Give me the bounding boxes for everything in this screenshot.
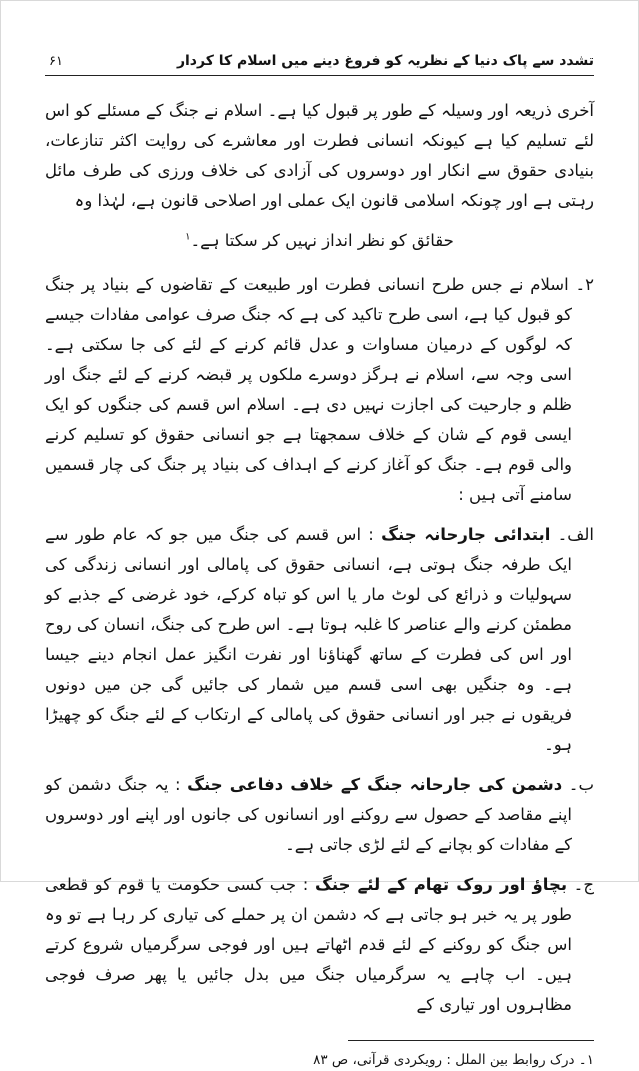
- paragraph-continuation: [45, 96, 594, 216]
- footnote-rule: [348, 1040, 594, 1041]
- paragraph-jeem-marker: ج۔: [567, 875, 594, 894]
- page-number: ۶۱: [49, 54, 63, 69]
- header-rule: [45, 75, 594, 76]
- body-text: [45, 96, 594, 1030]
- paragraph-alif: [45, 520, 594, 760]
- paragraph-alif-text: اس قسم کی جنگ میں جو کہ عام طور سے ایک طرفہ جنگ ہوتی ہے، انسانی حقوق کی پامالی اور انسانی زندگی کی سہولیات و ذرائع کی لوٹ مار یا اس کو تباہ کرکے، خود غرضی کے جذبے کو مطمئن کرنے والے عناصر کا غلبہ ہوتا ہے۔ اس طرح کی جنگ، انسان کی روح اور اس کی فطرت کے ساتھ گھناؤنا اور نفرت انگیز عمل انجام دینے جیسا ہے۔ وہ جنگیں بھی اسی قسم میں شمار کی جائیں گی جن میں دونوں فریقوں نے جبر اور انسانی حقوق کی پامالی کے ارتکاب کے لئے جنگ کو چھیڑا ہو۔: [45, 525, 572, 754]
- paragraph-be-heading: دشمن کی جارحانہ جنگ کے خلاف دفاعی جنگ: [187, 775, 563, 794]
- paragraph-jeem: [45, 870, 594, 1020]
- footnote-area: [45, 1030, 594, 1071]
- paragraph-jeem-text: جب کسی حکومت یا قوم کو قطعی طور پر یہ خبر ہو جاتی ہے کہ دشمن ان پر حملے کی تیاری کر رہا ہے تو وہ اس جنگ کو روکنے کے لئے قدم اٹھاتے ہیں اور فوجی سرگرمیاں شروع کرتے ہیں۔ اب چاہے یہ سرگرمیاں جنگ میں بدل جائیں یا پھر صرف فوجی مظاہروں اور تیاری کے: [45, 875, 572, 1014]
- paragraph-continuation-last-line: [45, 226, 594, 256]
- footnote-text: ۱۔ درک روابط بین الملل : رویکردی قرآنی، ص ۸۳: [313, 1052, 594, 1068]
- heading-separator: :: [361, 525, 382, 544]
- paragraph-2-text: ۲۔ اسلام نے جس طرح انسانی فطرت اور طبیعت کے تقاضوں کے بنیاد پر جنگ کو قبول کیا ہے، اسی طرح تاکید کی ہے کہ جنگ صرف عوامی مفادات جیسے کہ لوگوں کے درمیان مساوات و عدل قائم کرنے کے لئے کی جا سکتی ہے۔ اسی وجہ سے، اسلام نے ہرگز دوسرے ملکوں پر قبضہ کرنے کے لئے جنگ اور ظلم و جارحیت کی اجازت نہیں دی ہے۔ اسلام اس قسم کی جنگوں کو ایک ایسی قوم کے شان کے خلاف سمجھتا ہے جو انسانی حقوق کو تسلیم کرنے والی قوم ہے۔ جنگ کو آغاز کرنے کے اہداف کی بنیاد پر جنگ کی چار قسمیں سامنے آتی ہیں :: [45, 275, 594, 504]
- page-header: [45, 53, 594, 75]
- heading-separator: :: [168, 775, 188, 794]
- footnote-reference-marker: ۱: [185, 231, 191, 243]
- paragraph-jeem-heading: بچاؤ اور روک تھام کے لئے جنگ: [314, 875, 568, 894]
- running-title: تشدد سے پاک دنیا کے نظریہ کو فروغ دینے میں اسلام کا کردار: [176, 53, 594, 69]
- paragraph-be-text: یہ جنگ دشمن کو اپنے مقاصد کے حصول سے روکنے اور انسانوں کی جانوں اور اپنے اور دوسروں کے مفادات کو بچانے کے لئے لڑی جاتی ہے۔: [45, 775, 572, 854]
- paragraph-alif-marker: الف۔: [550, 525, 594, 544]
- paragraph-continuation-text: آخری ذریعہ اور وسیلہ کے طور پر قبول کیا ہے۔ اسلام نے جنگ کے مسئلے کو اس لئے تسلیم کیا ہے کیونکہ انسانی فطرت اور معاشرے کی روایت اکثر تنازعات، بنیادی حقوق سے انکار اور دوسروں کی آزادی کی خلاف ورزی کی طرف مائل رہتی ہے اور چونکہ اسلامی قانون ایک عملی اور اصلاحی قانون ہے، لہٰذا وہ: [45, 101, 594, 210]
- paragraph-2: [45, 270, 594, 510]
- paragraph-be-marker: ب۔: [562, 775, 594, 794]
- paragraph-alif-heading: ابتدائی جارحانہ جنگ: [381, 525, 551, 544]
- paragraph-be: [45, 770, 594, 860]
- heading-separator: :: [296, 875, 315, 894]
- paragraph-last-line-text: حقائق کو نظر انداز نہیں کر سکتا ہے۔: [190, 231, 454, 250]
